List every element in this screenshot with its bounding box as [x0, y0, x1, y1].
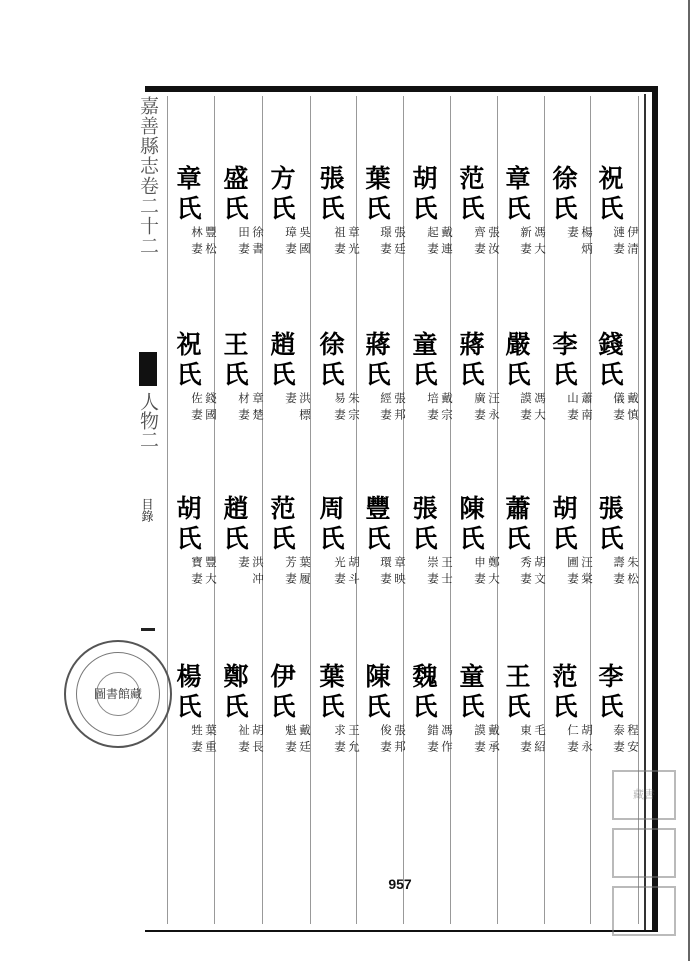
entry-surname: 張 氏 — [412, 494, 438, 553]
entry-husband-note: 汪棠 圃妻 — [566, 556, 594, 589]
entry-surname: 范 氏 — [552, 662, 578, 721]
register-entry — [174, 330, 218, 478]
book-spine-margin — [137, 94, 159, 926]
entry-surname: 胡 氏 — [552, 494, 578, 553]
entry-surname: 嚴 氏 — [505, 330, 531, 389]
register-entry — [457, 330, 501, 478]
entry-husband-note: 章楚 材妻 — [237, 392, 265, 425]
column-rule — [167, 96, 168, 924]
entry-surname: 童 氏 — [459, 662, 485, 721]
register-entry — [596, 494, 640, 642]
entry-surname: 張 氏 — [598, 494, 624, 553]
entry-husband-note: 張邦 俊妻 — [379, 724, 407, 757]
spine-fishtail-mark — [139, 352, 157, 386]
register-entry — [457, 662, 501, 810]
spine-title: 嘉善縣志卷二十二 — [137, 96, 159, 256]
register-entry — [268, 164, 312, 312]
entry-husband-note: 鄭大 申妻 — [473, 556, 501, 589]
entry-husband-note: 胡永 仁妻 — [566, 724, 594, 757]
seal-label: 藏書 — [633, 788, 655, 801]
register-entry — [410, 494, 454, 642]
entry-husband-note: 王士 崇妻 — [426, 556, 454, 589]
page-edge — [688, 0, 690, 961]
entry-husband-note: 胡長 祉妻 — [237, 724, 265, 757]
spine-section-label: 目錄 — [140, 498, 154, 522]
entry-surname: 祝 氏 — [176, 330, 202, 389]
register-entry — [550, 494, 594, 642]
entry-husband-note: 張汝 齊妻 — [473, 226, 501, 259]
register-entry — [363, 330, 407, 478]
register-entry — [550, 164, 594, 312]
stamp-label: 圖書館藏 — [93, 687, 142, 701]
entry-husband-note: 戴承 謨妻 — [473, 724, 501, 757]
entry-husband-note: 豐大 寶妻 — [190, 556, 218, 589]
seal-block-middle — [612, 828, 676, 878]
frame-bottom-border — [145, 930, 658, 932]
entry-husband-note: 章映 環妻 — [379, 556, 407, 589]
register-entry — [363, 494, 407, 642]
frame-top-border — [145, 86, 658, 92]
entry-husband-note: 吳國 璋妻 — [284, 226, 312, 259]
entry-husband-note: 王允 求妻 — [333, 724, 361, 757]
entry-surname: 伊 氏 — [270, 662, 296, 721]
register-entry — [596, 164, 640, 312]
register-entry — [596, 330, 640, 478]
entry-surname: 李 氏 — [598, 662, 624, 721]
entry-surname: 蕭 氏 — [505, 494, 531, 553]
register-entry — [550, 330, 594, 478]
entry-husband-note: 葉履 芳妻 — [284, 556, 312, 589]
entry-surname: 陳 氏 — [459, 494, 485, 553]
register-entry — [268, 662, 312, 810]
entry-surname: 周 氏 — [319, 494, 345, 553]
entry-surname: 王 氏 — [223, 330, 249, 389]
entry-husband-note: 馮大 新妻 — [519, 226, 547, 259]
entry-surname: 錢 氏 — [598, 330, 624, 389]
entry-surname: 魏 氏 — [412, 662, 438, 721]
entry-husband-note: 朱松 壽妻 — [612, 556, 640, 589]
entry-husband-note: 錢國 佐妻 — [190, 392, 218, 425]
register-entry — [363, 164, 407, 312]
register-entry — [410, 662, 454, 810]
entry-husband-note: 胡斗 光妻 — [333, 556, 361, 589]
entry-husband-note: 張廷 璟妻 — [379, 226, 407, 259]
entry-husband-note: 戴慎 儀妻 — [612, 392, 640, 425]
entry-husband-note: 戴連 起妻 — [426, 226, 454, 259]
entry-husband-note: 毛紹 東妻 — [519, 724, 547, 757]
entry-husband-note: 張邦 經妻 — [379, 392, 407, 425]
entry-husband-note: 洪冲 妻 — [237, 556, 265, 589]
entry-surname: 范 氏 — [459, 164, 485, 223]
entry-surname: 章 氏 — [176, 164, 202, 223]
spine-rule-mark — [141, 628, 155, 631]
entry-surname: 祝 氏 — [598, 164, 624, 223]
register-entry — [550, 662, 594, 810]
entry-surname: 徐 氏 — [552, 164, 578, 223]
entry-husband-note: 馮大 謨妻 — [519, 392, 547, 425]
register-entry — [410, 330, 454, 478]
entry-husband-note: 章光 祖妻 — [333, 226, 361, 259]
entry-surname: 豐 氏 — [365, 494, 391, 553]
library-stamp — [64, 640, 172, 748]
entry-surname: 葉 氏 — [365, 164, 391, 223]
spine-subtitle: 人物二 — [137, 392, 159, 449]
entry-husband-note: 徐書 田妻 — [237, 226, 265, 259]
entry-surname: 蔣 氏 — [459, 330, 485, 389]
entry-surname: 葉 氏 — [319, 662, 345, 721]
entry-husband-note: 蕭南 山妻 — [566, 392, 594, 425]
register-entry — [457, 164, 501, 312]
seal-block-lower — [612, 886, 676, 936]
entry-surname: 張 氏 — [319, 164, 345, 223]
entry-surname: 胡 氏 — [412, 164, 438, 223]
entry-surname: 趙 氏 — [223, 494, 249, 553]
entry-husband-note: 戴廷 魁妻 — [284, 724, 312, 757]
entry-surname: 陳 氏 — [365, 662, 391, 721]
register-entry — [503, 164, 547, 312]
entry-surname: 盛 氏 — [223, 164, 249, 223]
entry-surname: 李 氏 — [552, 330, 578, 389]
page-number: 957 — [388, 876, 412, 892]
entry-husband-note: 洪標 妻 — [284, 392, 312, 425]
register-entry — [503, 662, 547, 810]
register-entry — [317, 662, 361, 810]
register-entry — [410, 164, 454, 312]
entry-surname: 鄭 氏 — [223, 662, 249, 721]
entry-husband-note: 楊炳 妻 — [566, 226, 594, 259]
register-entry — [268, 330, 312, 478]
entry-husband-note: 汪永 廣妻 — [473, 392, 501, 425]
register-entry — [174, 662, 218, 810]
entry-husband-note: 馮作 錯妻 — [426, 724, 454, 757]
register-entry — [317, 164, 361, 312]
entry-surname: 范 氏 — [270, 494, 296, 553]
register-entry — [268, 494, 312, 642]
register-entry — [221, 494, 265, 642]
entry-surname: 方 氏 — [270, 164, 296, 223]
entry-husband-note: 戴宗 培妻 — [426, 392, 454, 425]
register-entry — [457, 494, 501, 642]
entry-husband-note: 朱宗 易妻 — [333, 392, 361, 425]
seal-block-upper — [612, 770, 676, 820]
entry-surname: 蔣 氏 — [365, 330, 391, 389]
entry-surname: 胡 氏 — [176, 494, 202, 553]
entry-surname: 童 氏 — [412, 330, 438, 389]
entry-husband-note: 伊清 漣妻 — [612, 226, 640, 259]
register-entry — [503, 494, 547, 642]
register-entry — [363, 662, 407, 810]
entry-surname: 徐 氏 — [319, 330, 345, 389]
entry-surname: 章 氏 — [505, 164, 531, 223]
entry-husband-note: 程安 泰妻 — [612, 724, 640, 757]
register-entry — [174, 494, 218, 642]
entry-husband-note: 胡文 秀妻 — [519, 556, 547, 589]
entry-surname: 楊 氏 — [176, 662, 202, 721]
register-entry — [221, 662, 265, 810]
register-entry — [503, 330, 547, 478]
entry-surname: 趙 氏 — [270, 330, 296, 389]
register-entry — [221, 330, 265, 478]
register-entry — [317, 494, 361, 642]
register-entry — [174, 164, 218, 312]
register-entry — [317, 330, 361, 478]
register-entry — [221, 164, 265, 312]
entry-husband-note: 豐松 林妻 — [190, 226, 218, 259]
entry-surname: 王 氏 — [505, 662, 531, 721]
collector-seal — [608, 770, 680, 940]
entry-husband-note: 葉重 甡妻 — [190, 724, 218, 757]
